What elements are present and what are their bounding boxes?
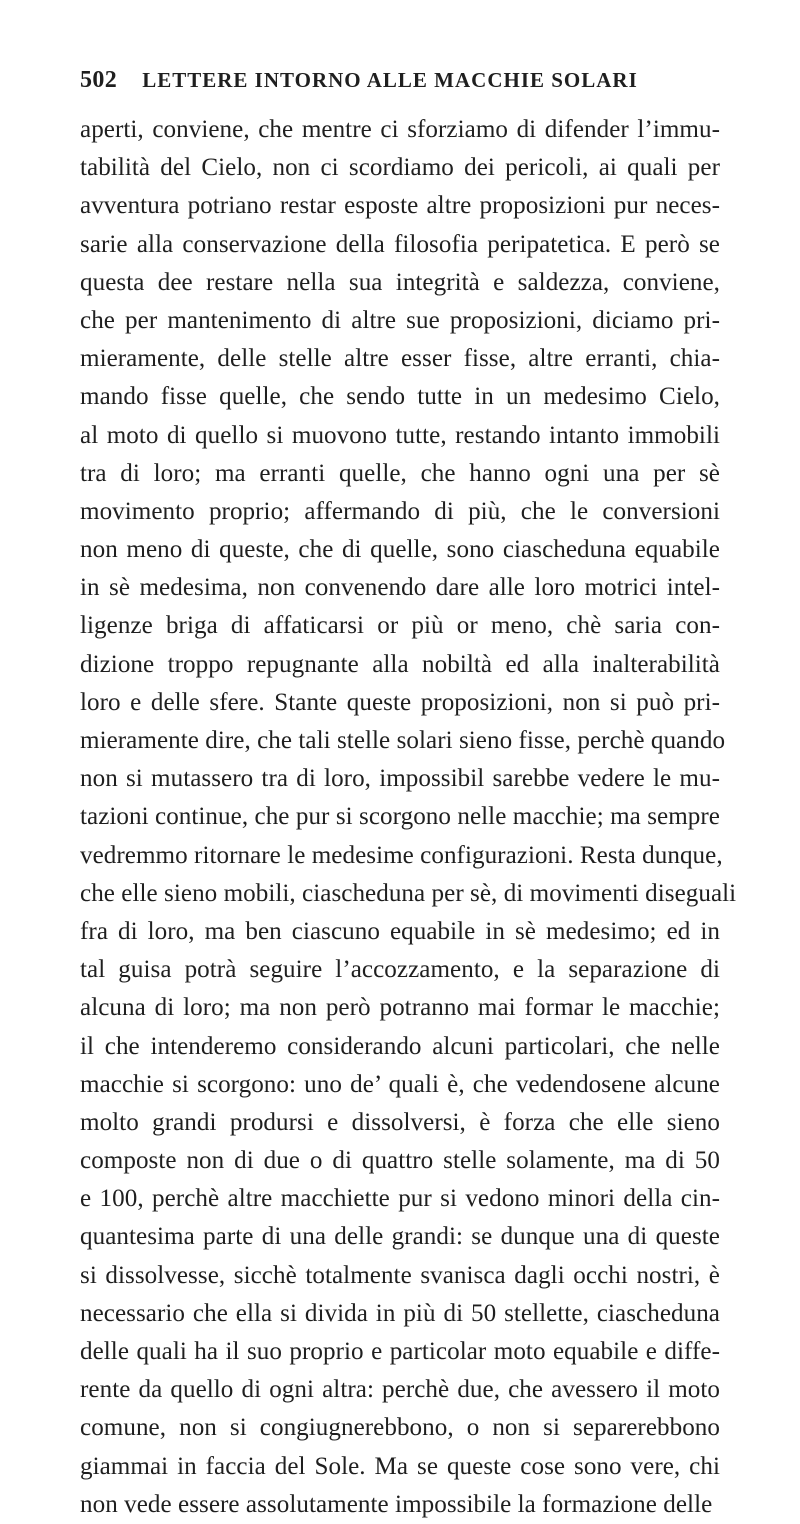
text-line: tal guisa potrà seguire l’accozzamento, e la separazione di xyxy=(80,956,720,984)
text-line: non si mutassero tra di loro, impossibil sarebbe vedere le mu- xyxy=(80,765,720,793)
page-number: 502 xyxy=(80,67,118,93)
text-line: necessario che ella si divida in più di 50 stellette, ciascheduna xyxy=(80,1299,720,1327)
text-line: fra di loro, ma ben ciascuno equabile in sè medesimo; ed in xyxy=(80,917,720,945)
text-line: giammai in faccia del Sole. Ma se queste cose sono vere, chi xyxy=(80,1452,720,1480)
text-line: non meno di queste, che di quelle, sono ciascheduna equabile xyxy=(80,536,720,564)
text-line: ligenze briga di affaticarsi or più or meno, chè saria con- xyxy=(80,612,720,640)
text-line: loro e delle sfere. Stante queste proposizioni, non si può pri- xyxy=(80,688,720,716)
text-line: al moto di quello si muovono tutte, restando intanto immobili xyxy=(80,421,720,449)
body-text xyxy=(80,111,737,1518)
text-line: avventura potriano restar esposte altre proposizioni pur neces- xyxy=(80,192,720,220)
text-line: macchie si scorgono: uno de’ quali è, che vedendosene alcune xyxy=(80,1070,720,1098)
text-line: quantesima parte di una delle grandi: se dunque una di queste xyxy=(80,1223,720,1251)
text-line: dizione troppo repugnante alla nobiltà ed alla inalterabilità xyxy=(80,650,720,678)
text-line: il che intenderemo considerando alcuni particolari, che nelle xyxy=(80,1032,720,1060)
text-line: tra di loro; ma erranti quelle, che hanno ogni una per sè xyxy=(80,459,720,487)
text-line: aperti, conviene, che mentre ci sforziamo di difender l’immu- xyxy=(80,116,720,143)
text-line: alcuna di loro; ma non però potranno mai formar le macchie; xyxy=(80,994,720,1022)
running-head: LETTERE INTORNO ALLE MACCHIE SOLARI xyxy=(142,68,638,92)
text-line: in sè medesima, non convenendo dare alle loro motrici intel- xyxy=(80,574,720,602)
text-line: rente da quello di ogni altra: perchè due, che avessero il moto xyxy=(80,1376,720,1404)
text-line: comune, non si congiugnerebbono, o non si separerebbono xyxy=(80,1414,720,1442)
text-line: delle quali ha il suo proprio e particolar moto equabile e diffe- xyxy=(80,1338,720,1365)
text-line: mieramente dire, che tali stelle solari sieno fisse, perchè quando xyxy=(80,727,726,754)
text-line: tazioni continue, che pur si scorgono nelle macchie; ma sempre xyxy=(80,803,720,831)
text-line: che per mantenimento di altre sue proposizioni, diciamo pri- xyxy=(80,306,720,334)
text-line: vedremmo ritornare le medesime configurazioni. Resta dunque, xyxy=(80,841,723,869)
text-line: movimento proprio; affermando di più, che le conversioni xyxy=(80,497,720,525)
text-line: mando fisse quelle, che sendo tutte in un medesimo Cielo, xyxy=(80,383,720,411)
page-header xyxy=(80,60,700,100)
text-line: che elle sieno mobili, ciascheduna per sè, di movimenti diseguali xyxy=(80,879,737,907)
text-line: composte non di due o di quattro stelle solamente, ma di 50 xyxy=(80,1147,720,1175)
text-line: mieramente, delle stelle altre esser fisse, altre erranti, chia- xyxy=(80,345,720,373)
text-line: non vede essere assolutamente impossibile la formazione delle xyxy=(80,1490,713,1518)
text-line: e 100, perchè altre macchiette pur si vedono minori della cin- xyxy=(80,1185,720,1213)
text-line: sarie alla conservazione della filosofia peripatetica. E però se xyxy=(80,230,720,258)
text-line: molto grandi prodursi e dissolversi, è forza che elle sieno xyxy=(80,1108,720,1136)
text-line: si dissolvesse, sicchè totalmente svanisca dagli occhi nostri, è xyxy=(80,1261,720,1289)
text-line: questa dee restare nella sua integrità e saldezza, conviene, xyxy=(80,268,720,296)
text-line: tabilità del Cielo, non ci scordiamo dei pericoli, ai quali per xyxy=(80,154,720,182)
